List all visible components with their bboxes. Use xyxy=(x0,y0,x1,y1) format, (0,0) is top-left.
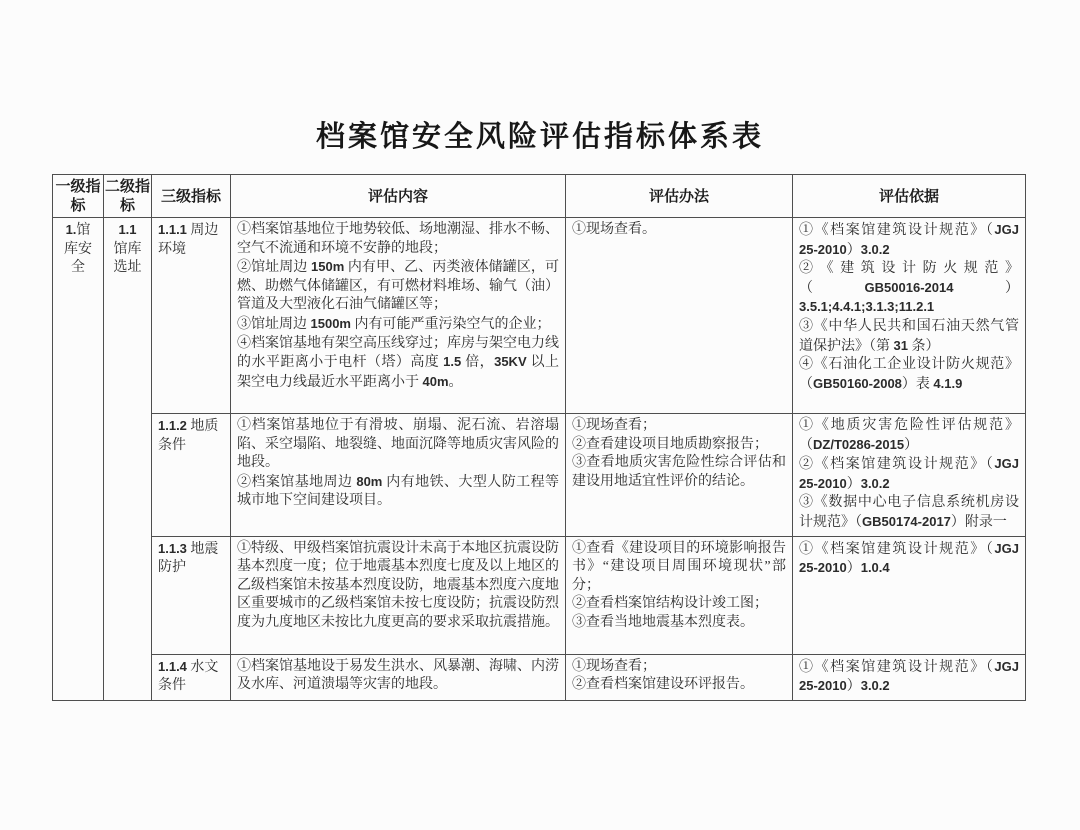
header-assessment-content: 评估内容 xyxy=(231,175,566,218)
content-cell-4: ①档案馆基地设于易发生洪水、风暴潮、海啸、内涝及水库、河道溃塌等灾害的地段。 xyxy=(231,654,566,700)
level3-indicator-cell-4: 1.1.4 水文条件 xyxy=(152,654,231,700)
table-row-4 xyxy=(53,654,1026,700)
basis-cell-1: ①《档案馆建筑设计规范》（JGJ 25-2010）3.0.2 ②《建筑设计防火规范》（GB50016-2014）3.5.1;4.4.1;3.1.3;11.2.1 ③《中华人民共和国石油天然气管道保护法》（第 31 条） ④《石油化工企业设计防火规范》（GB50160-2008）表 4.1.9 xyxy=(793,218,1026,414)
basis-cell-2: ①《地质灾害危险性评估规范》（DZ/T0286-2015） ②《档案馆建筑设计规范》（JGJ 25-2010）3.0.2 ③《数据中心电子信息系统机房设计规范》（GB50174-2017）附录一 xyxy=(793,414,1026,537)
header-level2-indicator: 二级指标 xyxy=(104,175,152,218)
table-row-3 xyxy=(53,536,1026,654)
page-title: 档案馆安全风险评估指标体系表 xyxy=(315,121,764,153)
header-assessment-method: 评估办法 xyxy=(566,175,793,218)
level1-indicator-cell: 1.馆库安全 xyxy=(53,218,104,701)
header-level3-indicator: 三级指标 xyxy=(152,175,231,218)
table-row-1 xyxy=(53,218,1026,414)
basis-cell-3: ①《档案馆建筑设计规范》（JGJ 25-2010）1.0.4 xyxy=(793,536,1026,654)
basis-cell-4: ①《档案馆建筑设计规范》（JGJ 25-2010）3.0.2 xyxy=(793,654,1026,700)
method-cell-4: ①现场查看； ②查看档案馆建设环评报告。 xyxy=(566,654,793,700)
header-level1-indicator: 一级指标 xyxy=(53,175,104,218)
level3-indicator-cell-2: 1.1.2 地质条件 xyxy=(152,414,231,537)
assessment-indicator-table xyxy=(52,174,1026,701)
content-cell-1: ①档案馆基地位于地势较低、场地潮湿、排水不畅、空气不流通和环境不安静的地段； ②馆址周边 150m 内有甲、乙、丙类液体储罐区，可燃、助燃气体储罐区，有可燃材料堆场、输气（油）管道及大型液化石油气储罐区等； ③馆址周边 1500m 内有可能严重污染空气的企业； ④档案馆基地有架空高压线穿过；库房与架空电力线的水平距离小于电杆（塔）高度 1.5 倍，35KV 以上架空电力线最近水平距离小于 40m。 xyxy=(231,218,566,414)
content-cell-2: ①档案馆基地位于有滑坡、崩塌、泥石流、岩溶塌陷、采空塌陷、地裂缝、地面沉降等地质灾害风险的地段。 ②档案馆基地周边 80m 内有地铁、大型人防工程等城市地下空间建设项目。 xyxy=(231,414,566,537)
method-cell-2: ①现场查看； ②查看建设项目地质勘察报告； ③查看地质灾害危险性综合评估和建设用地适宜性评价的结论。 xyxy=(566,414,793,537)
table-row-2 xyxy=(53,414,1026,537)
header-assessment-basis: 评估依据 xyxy=(793,175,1026,218)
level3-indicator-cell-3: 1.1.3 地震防护 xyxy=(152,536,231,654)
table-header-row xyxy=(53,175,1026,218)
content-cell-3: ①特级、甲级档案馆抗震设计未高于本地区抗震设防基本烈度一度；位于地震基本烈度七度及以上地区的乙级档案馆未按基本烈度设防，地震基本烈度六度地区重要城市的乙级档案馆未按七度设防；抗震设防烈度为九度地区未按比九度更高的要求采取抗震措施。 xyxy=(231,536,566,654)
level2-indicator-cell: 1.1 馆库选址 xyxy=(104,218,152,701)
level3-indicator-cell-1: 1.1.1 周边环境 xyxy=(152,218,231,414)
method-cell-1: ①现场查看。 xyxy=(566,218,793,414)
method-cell-3: ①查看《建设项目的环境影响报告书》“建设项目周围环境现状”部分； ②查看档案馆结构设计竣工图； ③查看当地地震基本烈度表。 xyxy=(566,536,793,654)
